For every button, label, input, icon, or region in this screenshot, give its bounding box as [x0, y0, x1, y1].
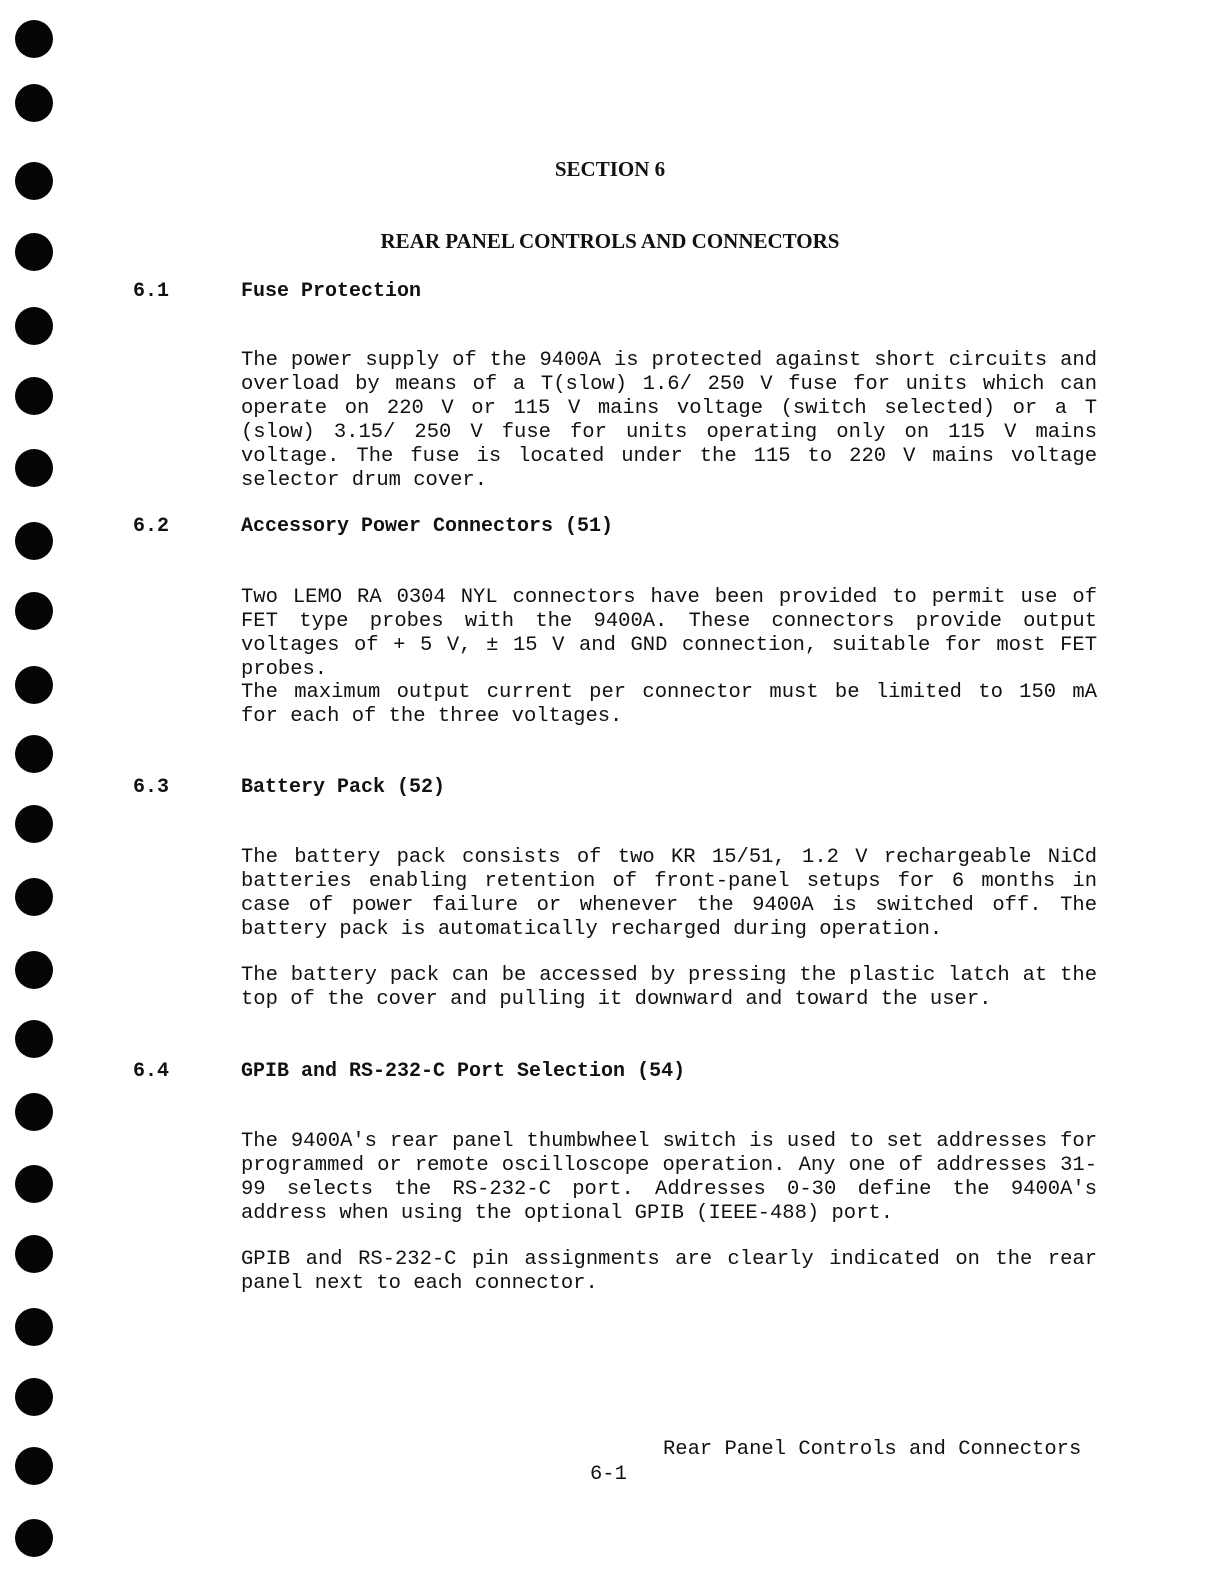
- section-title: GPIB and RS-232-C Port Selection (54): [241, 1060, 686, 1083]
- section-number: 6.4: [133, 1060, 170, 1083]
- paragraph: Two LEMO RA 0304 NYL connectors have been provided to permit use of FET type probes with the 9400A. These connectors provide output voltages of + 5 V, ± 15 V and GND connection, suitable for most FET probes.: [241, 586, 1097, 681]
- punch-hole: [15, 878, 53, 916]
- section-number: 6.3: [133, 776, 170, 799]
- punch-hole: [15, 84, 53, 122]
- chapter-title: REAR PANEL CONTROLS AND CONNECTORS: [380, 229, 840, 253]
- punch-hole: [15, 377, 53, 415]
- punch-hole: [15, 307, 53, 345]
- paragraph: The maximum output current per connector must be limited to 150 mA for each of the three voltages.: [241, 681, 1097, 728]
- punch-hole: [15, 951, 53, 989]
- punch-hole: [15, 1235, 53, 1273]
- section-label: SECTION 6: [554, 157, 666, 181]
- punch-hole: [15, 449, 53, 487]
- punch-hole: [15, 1020, 53, 1058]
- punch-hole: [15, 1447, 53, 1485]
- paragraph: The 9400A's rear panel thumbwheel switch is used to set addresses for programmed or remote oscilloscope operation. Any one of addresses 31-99 selects the RS-232-C port. Addresses 0-30 define the 9400A's address when using the optional GPIB (IEEE-488) port.: [241, 1130, 1097, 1225]
- punch-hole: [15, 1165, 53, 1203]
- section-number: 6.1: [133, 280, 170, 303]
- punch-hole: [15, 735, 53, 773]
- paragraph: The power supply of the 9400A is protected against short circuits and overload by means of a T(slow) 1.6/ 250 V fuse for units which can operate on 220 V or 115 V mains voltage (switch selected) or a T (slow) 3.15/ 250 V fuse for units operating only on 115 V mains voltage. The fuse is located under the 115 to 220 V mains voltage selector drum cover.: [241, 349, 1097, 492]
- paragraph: GPIB and RS-232-C pin assignments are clearly indicated on the rear panel next to each connector.: [241, 1248, 1097, 1295]
- section-title: Fuse Protection: [241, 280, 422, 303]
- section-number: 6.2: [133, 515, 170, 538]
- paragraph: The battery pack consists of two KR 15/51, 1.2 V rechargeable NiCd batteries enabling retention of front-panel setups for 6 months in case of power failure or whenever the 9400A is switched off. The battery pack is automatically recharged during operation.: [241, 846, 1097, 941]
- page-number: 6-1: [590, 1463, 627, 1486]
- punch-hole: [15, 1519, 53, 1557]
- punch-hole: [15, 20, 53, 58]
- punch-hole: [15, 592, 53, 630]
- section-title: Accessory Power Connectors (51): [241, 515, 614, 538]
- footer-running-title: Rear Panel Controls and Connectors: [663, 1438, 1082, 1461]
- punch-hole: [15, 1308, 53, 1346]
- punch-hole: [15, 666, 53, 704]
- punch-hole: [15, 805, 53, 843]
- punch-hole: [15, 1093, 53, 1131]
- paragraph: The battery pack can be accessed by pressing the plastic latch at the top of the cover and pulling it downward and toward the user.: [241, 964, 1097, 1011]
- section-title: Battery Pack (52): [241, 776, 446, 799]
- punch-hole: [15, 522, 53, 560]
- punch-hole: [15, 1378, 53, 1416]
